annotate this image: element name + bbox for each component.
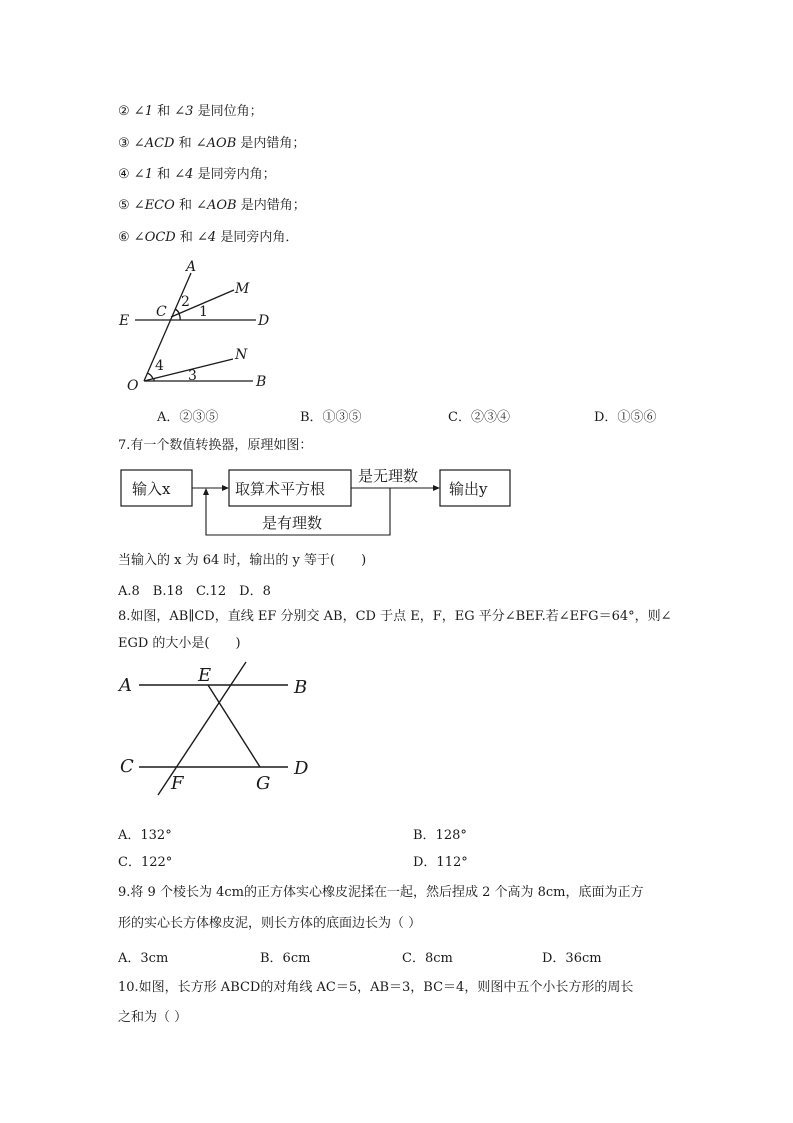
q7-options[interactable]: A.8 B.18 C.12 D．8 [118,584,271,599]
rational-label: 是有理数 [262,514,323,532]
statement-2: ② ∠1 和 ∠3 是同位角； [118,104,263,119]
label-b: B [294,677,308,698]
statement-5: ⑤ ∠ECO 和 ∠AOB 是内错角； [118,198,306,213]
label-d: D [258,313,270,329]
label-a: A [119,675,132,696]
label-c: C [156,304,167,320]
q9-line-2: 形的实心长方体橡皮泥，则长方体的底面边长为（ ） [118,916,422,931]
label-3: 3 [188,368,197,384]
q8-option-d[interactable]: D．112° [413,855,468,870]
label-4: 4 [155,358,164,374]
q8-option-c[interactable]: C．122° [118,855,173,870]
statement-3: ③ ∠ACD 和 ∠AOB 是内错角； [118,136,306,151]
statement-6: ⑥ ∠OCD 和 ∠4 是同旁内角． [118,230,299,245]
q7-question: 当输入的 x 为 64 时，输出的 y 等于( ) [118,553,367,568]
q9-line-1: 9.将 9 个棱长为 4cm的正方体实心橡皮泥揉在一起，然后捏成 2 个高为 8cm，底面为正方 [118,885,644,900]
label-b: B [256,374,267,390]
q7-stem: 7.有一个数值转换器，原理如图： [118,438,313,453]
q6-option-a[interactable]: A．②③⑤ [157,410,219,425]
q6-option-c[interactable]: C．②③④ [448,410,510,425]
label-m: M [235,281,250,297]
q8-line-1: 8.如图，AB∥CD，直线 EF 分别交 AB，CD 于点 E，F，EG 平分∠BEF.若∠EFG＝64°，则∠ [118,609,672,624]
irrational-label: 是无理数 [358,467,419,485]
label-d: D [294,758,309,779]
q8-option-a[interactable]: A．132° [118,828,172,843]
q9-option-d[interactable]: D．36cm [542,951,602,966]
label-e: E [198,665,212,686]
sqrt-box-label: 取算术平方根 [235,480,326,498]
q6-option-b[interactable]: B．①③⑤ [300,410,362,425]
label-f: F [171,773,184,794]
label-g: G [256,773,271,794]
label-1: 1 [199,304,208,320]
q10-line-2: 之和为（ ） [118,1010,188,1025]
q6-option-d[interactable]: D．①⑤⑥ [594,410,657,425]
label-2: 2 [181,294,190,310]
label-a: A [186,259,197,275]
q8-line-2: EGD 的大小是( ) [118,636,241,651]
label-o: O [127,378,139,394]
line-eg [208,685,260,767]
label-e: E [119,313,130,329]
label-c: C [120,756,134,777]
output-box-label: 输出y [449,480,488,498]
label-n: N [235,347,248,363]
q9-option-b[interactable]: B．6cm [260,951,311,966]
q10-line-1: 10.如图，长方形 ABCD的对角线 AC＝5，AB＝3，BC＝4，则图中五个小长方形的周长 [118,980,634,995]
input-box-label: 输入x [132,480,171,498]
q8-option-b[interactable]: B．128° [413,828,467,843]
q9-option-c[interactable]: C．8cm [402,951,453,966]
statement-4: ④ ∠1 和 ∠4 是同旁内角； [118,167,276,182]
q9-option-a[interactable]: A．3cm [118,951,169,966]
